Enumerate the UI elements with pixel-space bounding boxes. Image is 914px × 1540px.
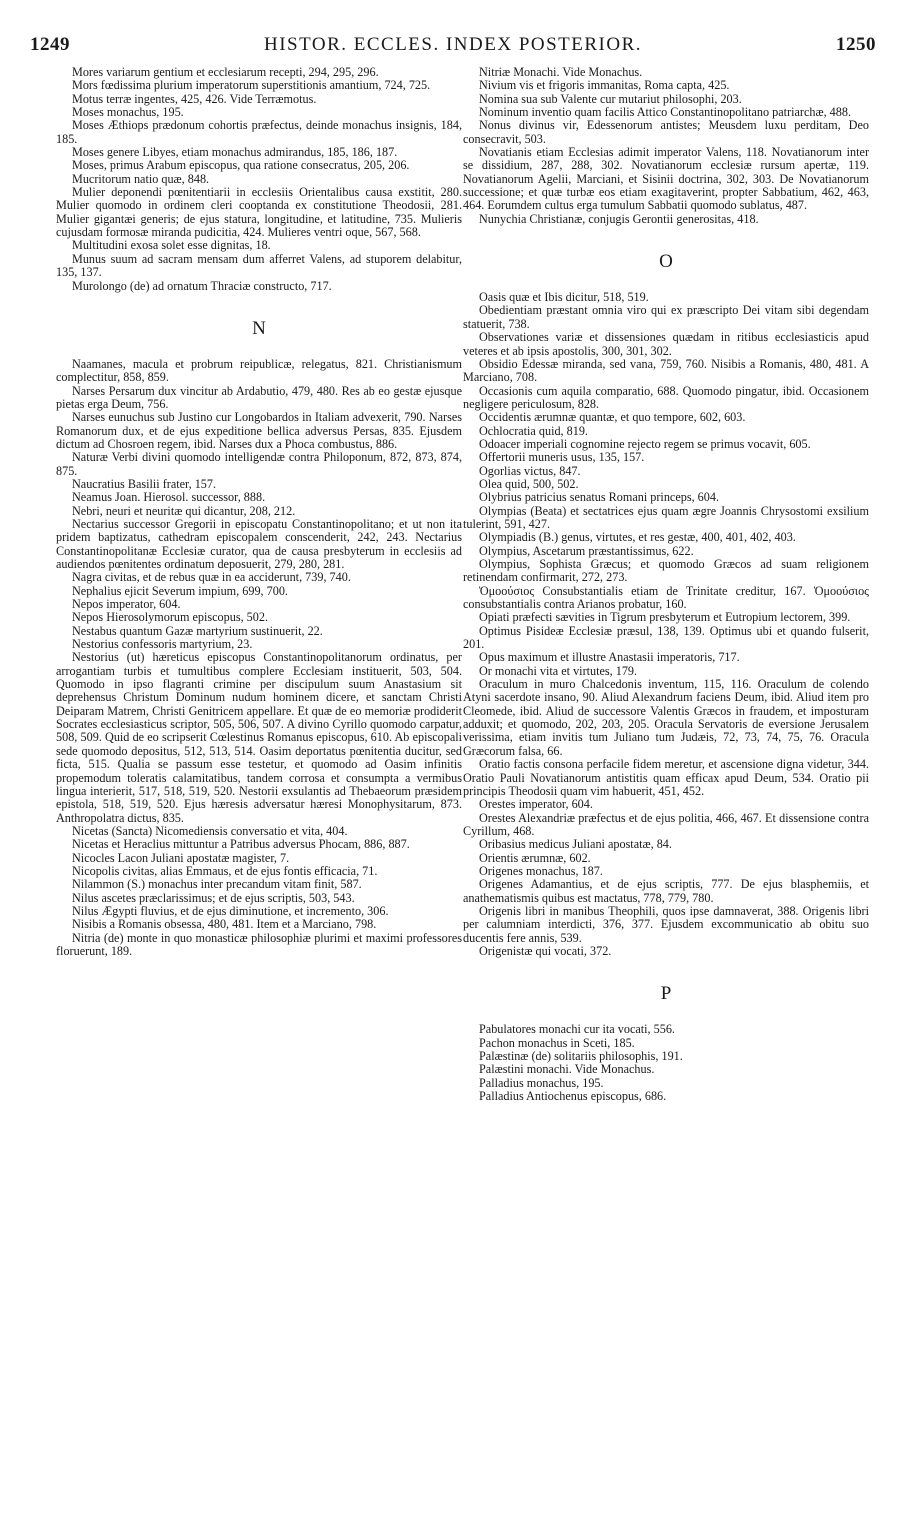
right-column [463,66,869,1103]
index-entry: Origenes Adamantius, et de ejus scriptis, 777. De ejus blasphemiis, et anathematismis quibus est mactatus, 778, 779, 780. [463,877,869,905]
entries-p [463,1023,869,1103]
index-entry: Or monachi vita et virtutes, 179. [479,663,638,678]
index-entry: Occidentis ærumnæ quantæ, et quo tempore, 602, 603. [479,410,746,425]
index-entry: Nivium vis et frigoris immanitas, Roma capta, 425. [479,78,730,93]
index-entry: Nectarius successor Gregorii in episcopatu Constantinopolitano; et ut non ita pridem baptizatus, cathedram episcopalem conscenderit, 242, 243. Nectarius Constantinopolitanæ Ecclesiæ curator, qua de causa presbyterum in ecclesiis ad audiendos pœnitentes ordinatum deposuerit, 279, 280, 281. [56,516,462,571]
index-entry: Pabulatores monachi cur ita vocati, 556. [479,1022,675,1037]
index-entry: Olympius, Ascetarum præstantissimus, 622. [479,543,694,558]
index-entry: Munus suum ad sacram mensam dum afferret Valens, ad stuporem delabitur, 135, 137. [56,251,462,280]
index-entry: Moses genere Libyes, etiam monachus admirandus, 185, 186, 187. [72,145,398,160]
index-entry: Nomina sua sub Valente cur mutariut philosophi, 203. [479,91,742,106]
index-entry: Mores variarum gentium et ecclesiarum recepti, 294, 295, 296. [72,65,379,79]
index-entry: Nonus divinus vir, Edessenorum antistes; Meusdem luxu perditam, Deo consecravit, 503. [463,118,869,146]
index-entry: Ogorlias victus, 847. [479,463,581,478]
index-entry: Nilus Ægypti fluvius, et de ejus diminutione, et incremento, 306. [72,903,389,918]
index-entry: Palladius monachus, 195. [479,1075,604,1090]
index-entry: Palladius Antiochenus episcopus, 686. [479,1089,667,1104]
index-entry: Novatianis etiam Ecclesias adimit imperator Valens, 118. Novatianorum inter se dissidium, 287, 288, 302. Novatianorum ecclesiæ rursum apertæ, 119. Novatianorum Agelii, Marciani, et Sisinii doctrina, 302, 303. De Novatianorum successione; et quæ turbæ eos etiam exagitaverint, propter Sabbatium, 462, 463, 464. Eorumdem cultus erga tumulum Sabbatii quomodo sublatus, 487. [463,145,869,213]
page-header [30,34,876,60]
index-entry: Olympius, Sophista Græcus; et quomodo Græcos ad suam religionem retinendam confirmarit, 272, 273. [463,557,869,585]
index-entry: Nicocles Lacon Juliani apostatæ magister, 7. [72,850,290,865]
index-entry: Oraculum in muro Chalcedonis inventum, 115, 116. Oraculum de colendo Atyni sacerdote insano, 90. Aliud Alexandrum faciens Deum, ibid. Aliud item pro Cleomede, ibid. Aliud de successore Valentis Græcos in fraudem, et imposturam adduxit; et quomodo, 202, 203, 205. Oracula Servatoris de eversione Jerusalem verissima, etiam invitis tum Juliano tum Judæis, 72, 73, 74, 75, 76. Oracula Græcorum falsa, 66. [463,677,869,758]
entries-n-tail [463,66,869,226]
index-entry: Opus maximum et illustre Anastasii imperatoris, 717. [479,650,740,665]
index-entry: Optimus Pisideæ Ecclesiæ præsul, 138, 139. Optimus ubi et quando fulserit, 201. [463,623,869,652]
left-column [56,66,462,958]
index-entry: Nestorius (ut) hæreticus episcopus Constantinopolitanorum ordinatus, per arrogantiam turbis et tumultibus complere Ecclesiam instituerit, 503, 504. Quomodo in ipso flagranti crimine per discipulum suum Anastasium sit deprehensus Christum Dominum nudum hominem dicere, et sanctam Christi Deiparam Matrem, Christi Genitricem appellare. Et quæ de eo memoriæ prodiderit Socrates ecclesiasticus scriptor, 505, 506, 507. A divino Cyrillo quomodo carpatur, 508, 509. Quid de eo scripserit Cœlestinus Romanus episcopus, 610. Ab episcopali sede quomodo depositus, 512, 513, 514. Oasim deportatus pœnitentia ducitur, sed ficta, 515. Qualia se passum esse testetur, et quomodo ad Oasim infinitis propemodum toleratis calamitatibus, tandem corrosa et consumpta a vermibus lingua interierit, 517, 518, 519, 520. Nestorii exsulantis ad Thebaeorum præsidem epistola, 518, 519, 520. Ejus hæresis adversatur hæresi Monophysitarum, 873. Anthropolatra dictus, 835. [56,650,462,825]
index-entry: Nagra civitas, et de rebus quæ in ea acciderunt, 739, 740. [72,570,351,585]
index-entry: Origenis libri in manibus Theophili, quos ipse damnaverat, 388. Origenis libri per calumniam interdicti, 376, 377. Ejusdem excommunicatio ab obitu suo ducentis fere annis, 539. [463,903,869,945]
index-entry: Mucritorum natio quæ, 848. [72,171,210,186]
index-entry: Neamus Joan. Hierosol. successor, 888. [72,490,266,505]
index-entry: Nitriæ Monachi. Vide Monachus. [479,65,643,79]
index-entry: Nestabus quantum Gazæ martyrium sustinuerit, 22. [72,623,323,638]
index-entry: Orestes imperator, 604. [479,797,593,812]
index-entry: Offertorii muneris usus, 135, 157. [479,450,645,465]
index-entry: Occasionis cum aquila comparatio, 688. Quomodo pingatur, ibid. Occasionem negligere periculosum, 828. [463,383,869,411]
index-entry: Origenistæ qui vocati, 372. [479,943,612,958]
index-entry: Palæstinæ (de) solitariis philosophis, 191. [479,1049,683,1063]
section-letter-p: P [660,983,672,1005]
index-entry: Nilammon (S.) monachus inter precandum vitam finit, 587. [72,877,362,892]
index-entry: Nitria (de) monte in quo monasticæ philosophiæ plurimi et maximi professores floruerunt, 189. [56,930,462,958]
index-entry: Olympiadis (B.) genus, virtutes, et res gestæ, 400, 401, 402, 403. [479,530,796,545]
left-column-number: 1249 [30,34,70,55]
index-entry: Nicetas et Heraclius mittuntur a Patribus adversus Phocam, 886, 887. [72,837,410,852]
index-entry: Obedientiam præstant omnia viro qui ex præscripto Dei vitam sibi degendam statuerit, 738. [463,303,869,331]
index-entry: Nisibis a Romanis obsessa, 480, 481. Item et a Marciano, 798. [72,917,377,932]
index-entry: Nunychia Christianæ, conjugis Gerontii generositas, 418. [479,211,759,226]
index-entry: Naamanes, macula et probrum reipublicæ, relegatus, 821. Christianismum complectitur, 858, 859. [56,356,462,385]
index-entry: Multitudini exosa solet esse dignitas, 18. [72,238,271,253]
index-entry: Opiati præfecti sævities in Tigrum presbyterum et Eutropium lectorem, 399. [479,610,851,625]
index-entry: Moses Æthiops prædonum cohortis præfectus, deinde monachus insignis, 184, 185. [56,118,462,146]
index-entry: Nominum inventio quam facilis Attico Constantinopolitano patriarchæ, 488. [479,105,852,120]
index-entry: Nestorius confessoris martyrium, 23. [72,637,253,652]
entries-o [463,291,869,958]
right-column-number: 1250 [836,34,876,55]
index-entry: Nepos Hierosolymorum episcopus, 502. [72,610,268,625]
index-entry: Pachon monachus in Sceti, 185. [479,1035,635,1050]
index-entry: Moses, primus Arabum episcopus, qua ratione consecratus, 205, 206. [72,158,410,173]
index-entry: Ὁμοούσιος Consubstantialis etiam de Trinitate creditur, 167. Ὁμοούσιος consubstantialis contra Arianos probatur, 160. [463,583,869,612]
index-entry: Murolongo (de) ad ornatum Thraciæ constructo, 717. [72,278,332,293]
index-entry: Nepos imperator, 604. [72,597,181,612]
index-entry: Mulier deponendi pœnitentiarii in ecclesiis Orientalibus causa exstitit, 280. Mulier quomodo in ordinem cleri cooptanda ex constitutione Theodosii, 281. Mulier gigantæi generis; de ejus statura, longitudine, et latitudine, 735. Mulieris cujusdam formosæ miranda pudicitia, 424. Mulieres ventri oque, 567, 568. [56,185,462,240]
index-entry: Narses eunuchus sub Justino cur Longobardos in Italiam advexerit, 790. Narses Romanorum dux, et de ejus expeditione bellica adversus Persas, 835. Ejusdem dictum ad Chosroen regem, ibid. Narses dux a Phoca combustus, 886. [56,410,462,451]
index-entry: Odoacer imperiali cognomine rejecto regem se primus vocavit, 605. [479,436,811,451]
index-entry: Olympias (Beata) et sectatrices ejus quam ægre Joannis Chrysostomi exsilium tulerint, 591, 427. [463,503,869,531]
index-entry: Nicopolis civitas, alias Emmaus, et de ejus fontis efficacia, 71. [72,863,378,878]
entries-m-tail [56,66,462,293]
entries-n [56,358,462,958]
index-entry: Olea quid, 500, 502. [479,476,579,491]
index-entry: Naucratius Basilii frater, 157. [72,476,217,491]
index-entry: Moses monachus, 195. [72,105,184,120]
index-entry: Oribasius medicus Juliani apostatæ, 84. [479,837,672,852]
index-entry: Oratio factis consona perfacile fidem meretur, et ascensione digna videtur, 344. Oratio Pauli Novatianorum antistitis quam efficax apud Deum, 534. Oratio pii principis Theodosii quam vim habuerit, 451, 452. [463,757,869,798]
section-letter-n: N [252,317,266,339]
section-letter-o: O [659,251,673,273]
index-entry: Olybrius patricius senatus Romani princeps, 604. [479,490,719,505]
index-entry: Motus terræ ingentes, 425, 426. Vide Terræmotus. [72,91,317,106]
index-entry: Orientis ærumnæ, 602. [479,850,591,865]
index-entry: Nicetas (Sancta) Nicomediensis conversatio et vita, 404. [72,823,348,838]
index-entry: Nephalius ejicit Severum impium, 699, 700. [72,583,288,598]
index-entry: Obsidio Edessæ miranda, sed vana, 759, 760. Nisibis a Romanis, 480, 481. A Marciano, 708. [463,356,869,385]
running-title: HISTOR. ECCLES. INDEX POSTERIOR. [263,34,643,55]
index-entry: Nilus ascetes præclarissimus; et de ejus scriptis, 503, 543. [72,890,355,905]
index-entry: Ochlocratia quid, 819. [479,423,588,438]
index-entry: Palæstini monachi. Vide Monachus. [479,1062,655,1077]
index-entry: Mors fœdissima plurium imperatorum superstitionis amantium, 724, 725. [72,78,431,93]
index-entry: Orestes Alexandriæ præfectus et de ejus politia, 466, 467. Et dissensione contra Cyrillum, 468. [463,810,869,838]
index-entry: Origenes monachus, 187. [479,863,603,878]
index-entry: Naturæ Verbi divini quomodo intelligendæ contra Philoponum, 872, 873, 874, 875. [56,450,462,478]
index-entry: Oasis quæ et Ibis dicitur, 518, 519. [479,290,649,305]
index-entry: Nebri, neuri et neuritæ qui dicantur, 208, 212. [72,503,296,518]
index-entry: Narses Persarum dux vincitur ab Ardabutio, 479, 480. Res ab eo gestæ ejusque pietas erga Deum, 756. [56,383,462,411]
index-entry: Observationes variæ et dissensiones quædam in ritibus ecclesiasticis apud veteres et ab ipsis apostolis, 300, 301, 302. [463,330,869,358]
